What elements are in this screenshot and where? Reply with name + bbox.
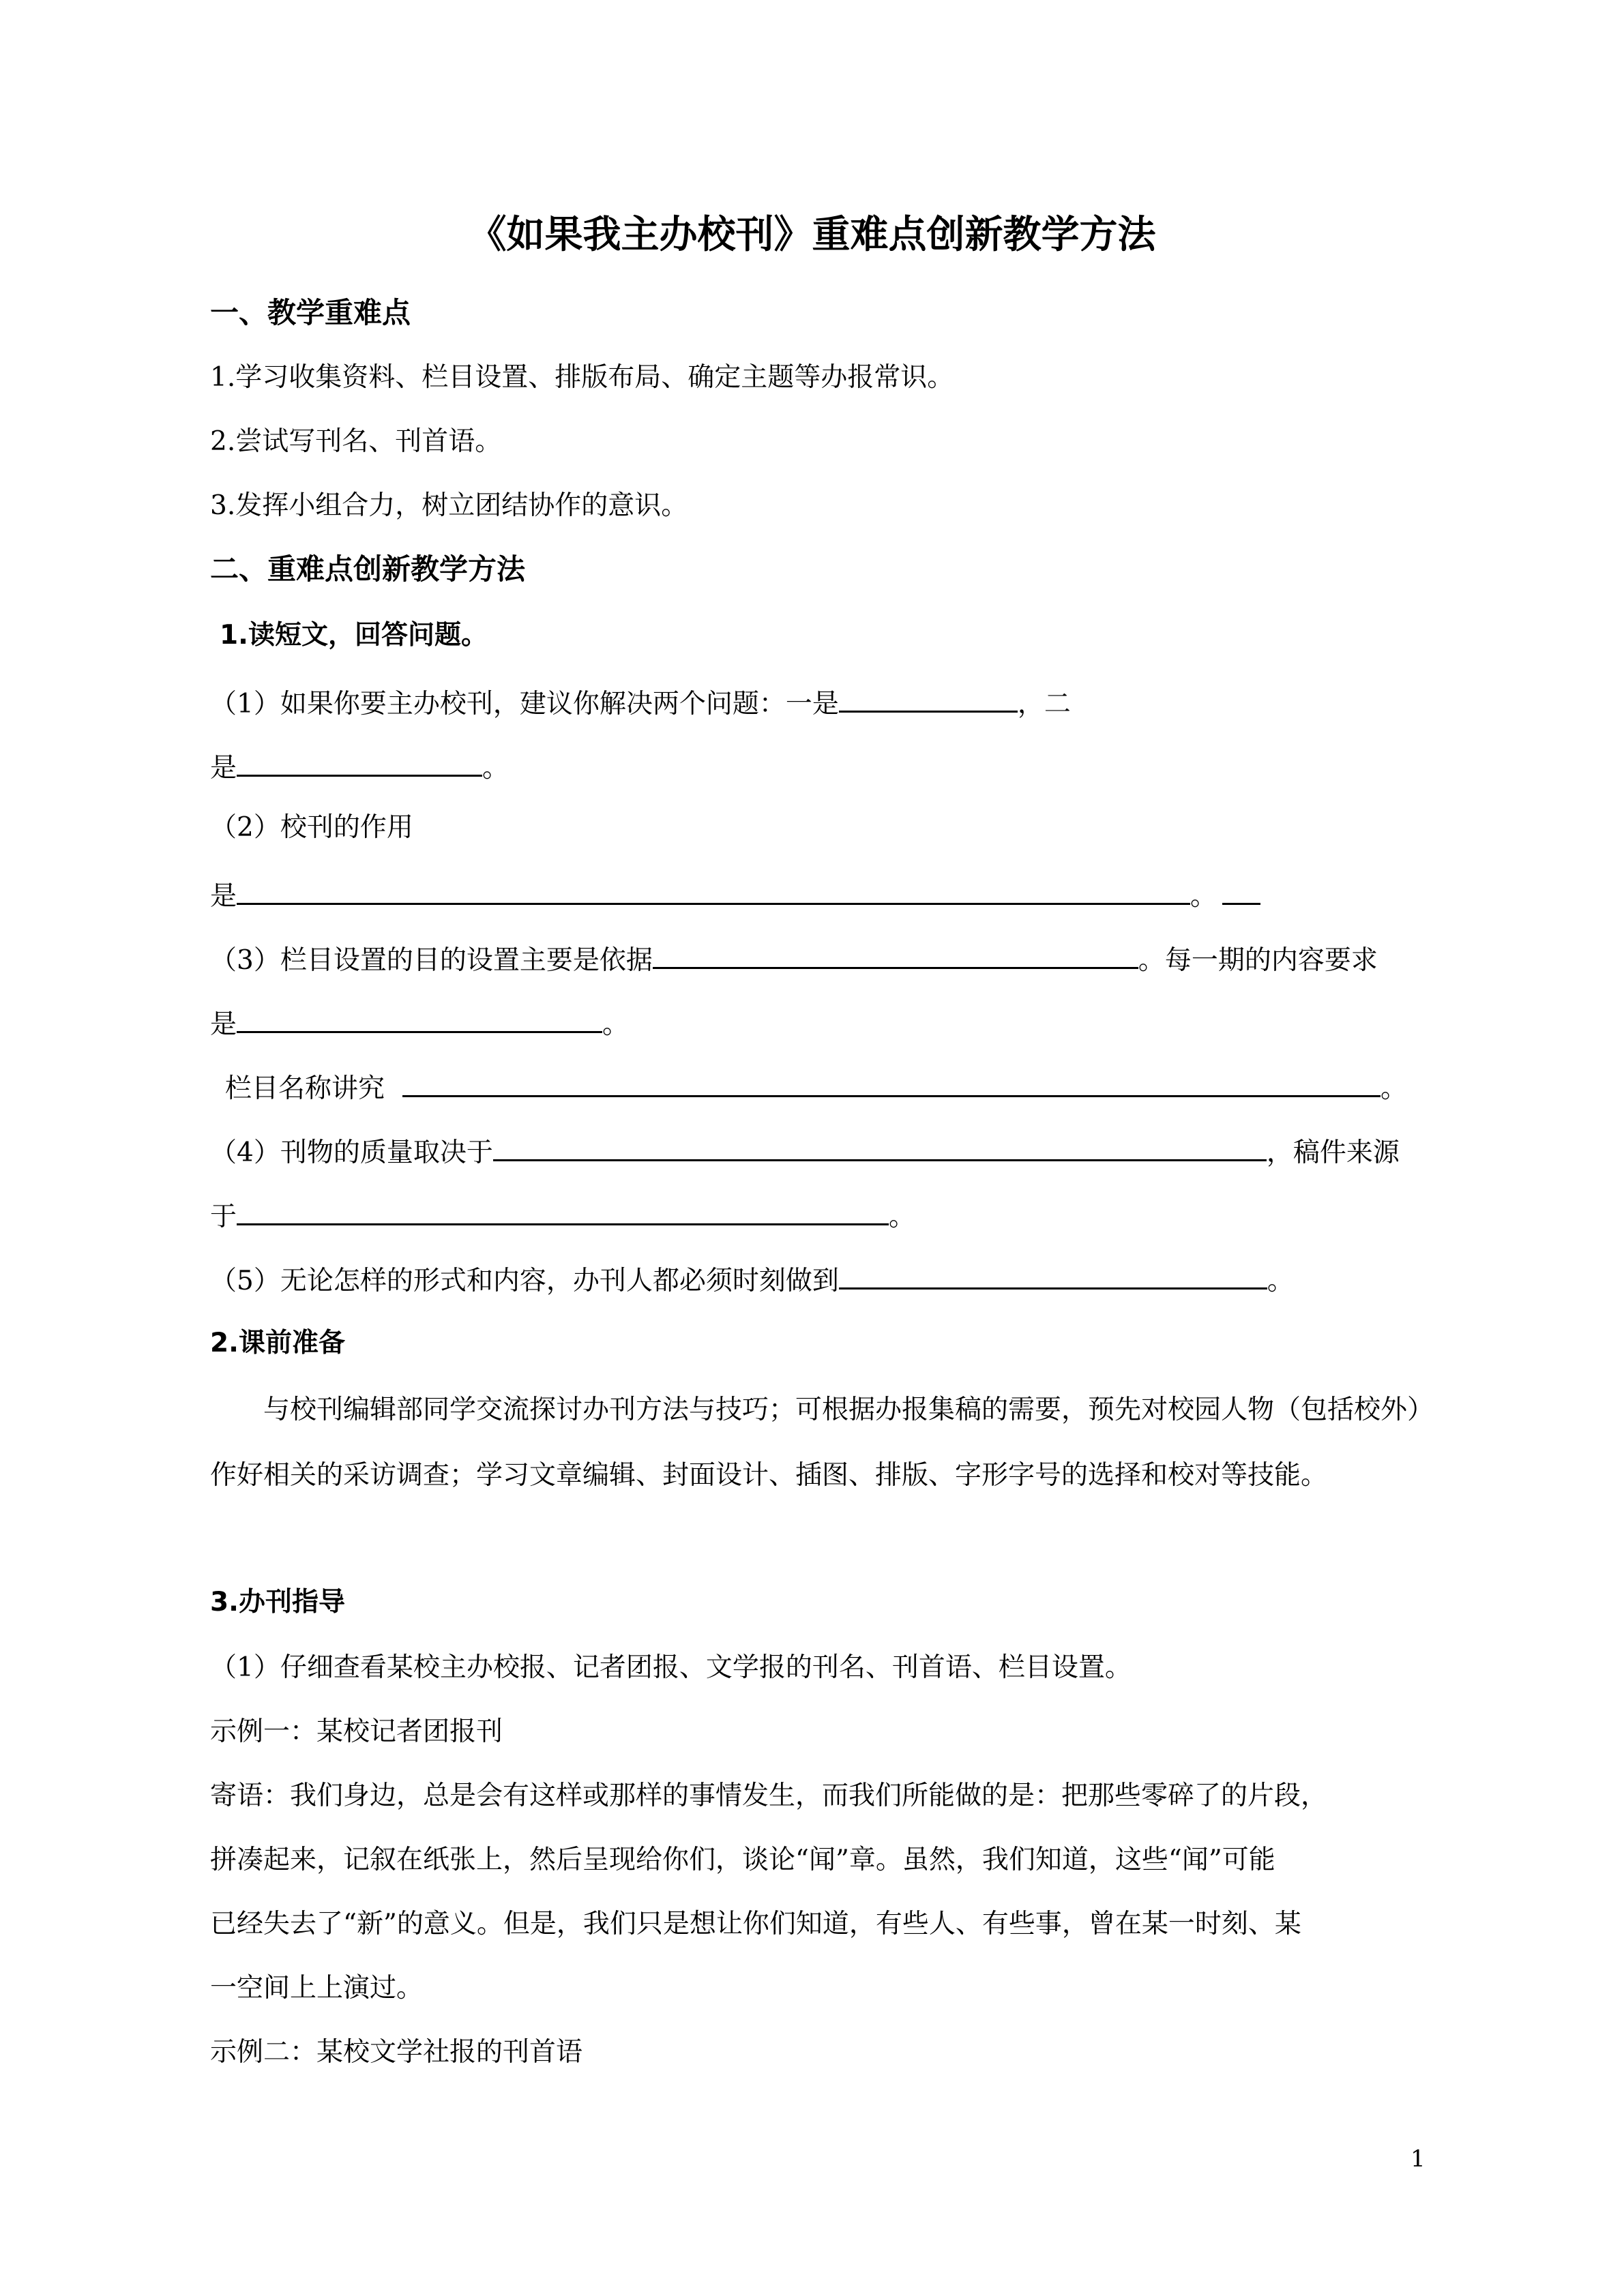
question-2-text-b: 是 <box>210 881 237 912</box>
example-2-title: 示例二：某校文学社报的刊首语 <box>210 2037 583 2068</box>
question-5 <box>210 1263 1294 1294</box>
question-4-text: （4）刊物的质量取决于 <box>210 1137 493 1168</box>
question-3-line-3 <box>225 1071 1407 1102</box>
question-3-text-cont: 。每一期的内容要求 <box>1138 945 1378 976</box>
question-3-text-d: 栏目名称讲究 <box>225 1073 385 1104</box>
example-1-line-1: 寄语：我们身边，总是会有这样或那样的事情发生，而我们所能做的是：把那些零碎了的片段， <box>210 1780 1328 1811</box>
question-3-end: 。 <box>602 1009 630 1040</box>
answer-blank <box>237 1199 889 1225</box>
question-3-line-2 <box>210 1007 629 1038</box>
subsection-heading-preparation: 2.课前准备 <box>210 1328 345 1358</box>
answer-blank <box>402 1071 1381 1097</box>
subsection-heading-guidance: 3.办刊指导 <box>210 1587 345 1617</box>
question-4-end: 。 <box>889 1202 916 1232</box>
question-1-text-c: 是 <box>210 753 237 784</box>
question-5-text: （5）无论怎样的形式和内容，办刊人都必须时刻做到 <box>210 1266 839 1296</box>
question-3-text: （3）栏目设置的目的设置主要是依据 <box>210 945 653 976</box>
question-4-text-cont: ，稿件来源 <box>1266 1137 1400 1168</box>
question-3-d-end: 。 <box>1381 1073 1408 1104</box>
answer-blank <box>237 878 1190 905</box>
key-point-2: 2.尝试写刊名、刊首语。 <box>210 426 502 457</box>
section-heading-key-points: 一、教学重难点 <box>210 296 411 329</box>
guidance-item-1: （1）仔细查看某校主办校报、记者团报、文学报的刊名、刊首语、栏目设置。 <box>210 1652 1132 1683</box>
page-number: 1 <box>1411 2145 1426 2173</box>
key-point-3: 3.发挥小组合力，树立团结协作的意识。 <box>210 490 688 521</box>
question-1 <box>210 686 1071 717</box>
question-4-line-2 <box>210 1199 915 1230</box>
example-1-line-3: 已经失去了“新”的意义。但是，我们只是想让你们知道，有些人、有些事，曾在某一时刻、某 <box>210 1909 1301 1939</box>
question-1-text-cont: ，二 <box>1017 689 1071 719</box>
answer-blank <box>653 942 1138 969</box>
answer-blank <box>1222 878 1260 905</box>
question-5-end: 。 <box>1267 1266 1294 1296</box>
question-2-end: 。 <box>1190 881 1217 912</box>
example-1-title: 示例一：某校记者团报刊 <box>210 1716 503 1747</box>
page-title: 《如果我主办校刊》重难点创新教学方法 <box>468 213 1156 257</box>
section-heading-methods: 二、重难点创新教学方法 <box>210 552 526 586</box>
answer-blank <box>237 750 482 777</box>
answer-blank <box>493 1135 1267 1161</box>
question-2: （2）校刊的作用 <box>210 812 413 843</box>
subsection-heading-read: 1.读短文，回答问题。 <box>220 620 488 651</box>
answer-blank <box>237 1007 602 1033</box>
example-1-line-2: 拼凑起来，记叙在纸张上，然后呈现给你们，谈论“闻”章。虽然，我们知道，这些“闻”可能 <box>210 1845 1275 1875</box>
question-1-end: 。 <box>482 753 510 784</box>
question-1-line-2 <box>210 750 510 784</box>
answer-blank <box>839 686 1018 713</box>
question-3-text-c: 是 <box>210 1009 237 1040</box>
question-2-line-2 <box>210 878 1260 910</box>
preparation-paragraph: 与校刊编辑部同学交流探讨办刊方法与技巧；可根据办报集稿的需要，预先对校园人物（包括校外）作好相关的采访调查；学习文章编辑、封面设计、插图、排版、字形字号的选择和校对等技能。 <box>210 1395 1421 1491</box>
question-4-text-c: 于 <box>210 1202 237 1232</box>
example-1-line-4: 一空间上上演过。 <box>210 1973 424 2003</box>
question-3 <box>210 942 1378 974</box>
answer-blank <box>839 1263 1267 1289</box>
key-point-1: 1.学习收集资料、栏目设置、排版布局、确定主题等办报常识。 <box>210 362 954 393</box>
question-4 <box>210 1135 1400 1166</box>
question-1-text: （1）如果你要主办校刊，建议你解决两个问题：一是 <box>210 689 839 719</box>
